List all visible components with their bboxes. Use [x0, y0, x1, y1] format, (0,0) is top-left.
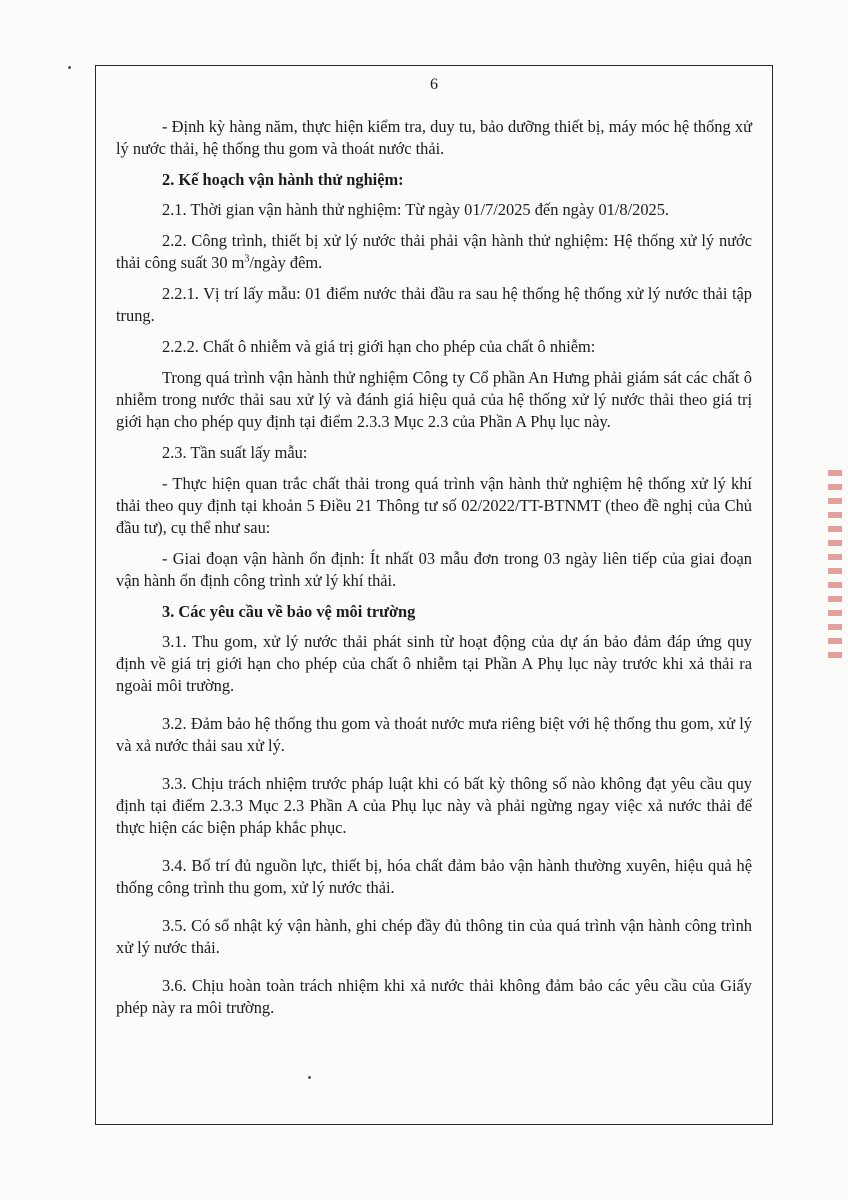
- paragraph-monitoring-obligation: Trong quá trình vận hành thử nghiệm Công ty Cổ phần An Hưng phải giám sát các chất ô nhiễm trong nước thải sau xử lý và đánh giá hiệu quả của hệ thống xử lý nước thải theo giá trị giới hạn cho phép quy định tại điểm 2.3.3 Mục 2.3 của Phần A Phụ lục này.: [116, 368, 752, 431]
- paragraph-sampling-location: 2.2.1. Vị trí lấy mẫu: 01 điểm nước thải đầu ra sau hệ thống hệ thống xử lý nước thải tập trung.: [116, 284, 752, 325]
- heading-environment-requirements: 3. Các yêu cầu về bảo vệ môi trường: [162, 602, 416, 621]
- paragraph-requirement-3-6: 3.6. Chịu hoàn toàn trách nhiệm khi xả nước thải không đảm bảo các yêu cầu của Giấy phép này ra môi trường.: [116, 976, 752, 1017]
- paragraph-stable-phase: - Giai đoạn vận hành ổn định: Ít nhất 03 mẫu đơn trong 03 ngày liên tiếp của giai đoạn vận hành ổn định công trình xử lý khí thải.: [116, 549, 752, 590]
- paragraph-monitoring-regulation: - Thực hiện quan trắc chất thải trong quá trình vận hành thử nghiệm hệ thống xử lý khí thải theo quy định tại khoản 5 Điều 21 Thông tư số 02/2022/TT-BTNMT (theo đề nghị của Chủ đầu tư), cụ thể như sau:: [116, 474, 752, 537]
- paragraph-pollutants-limits: 2.2.2. Chất ô nhiễm và giá trị giới hạn cho phép của chất ô nhiễm:: [162, 337, 596, 356]
- paragraph-maintenance: - Định kỳ hàng năm, thực hiện kiểm tra, duy tu, bảo dưỡng thiết bị, máy móc hệ thống xử lý nước thải, hệ thống thu gom và thoát nước thải.: [116, 117, 752, 158]
- page-border: [95, 65, 773, 1125]
- document-body: [116, 116, 752, 1035]
- paragraph-requirement-3-2: 3.2. Đảm bảo hệ thống thu gom và thoát nước mưa riêng biệt với hệ thống thu gom, xử lý và xả nước thải sau xử lý.: [116, 714, 752, 755]
- margin-stamp-marks: [828, 470, 842, 660]
- paragraph-test-works: 2.2. Công trình, thiết bị xử lý nước thải phải vận hành thử nghiệm: Hệ thống xử lý nước thải công suất 30 $m^3$/ngày đêm.: [116, 231, 752, 272]
- paragraph-sampling-frequency: 2.3. Tần suất lấy mẫu:: [162, 443, 308, 462]
- scan-speck: [308, 1076, 311, 1079]
- scan-speck: [68, 66, 71, 69]
- paragraph-requirement-3-4: 3.4. Bố trí đủ nguồn lực, thiết bị, hóa chất đảm bảo vận hành thường xuyên, hiệu quả hệ thống công trình thu gom, xử lý nước thải.: [116, 856, 752, 897]
- heading-test-operation-plan: 2. Kế hoạch vận hành thử nghiệm:: [162, 170, 404, 189]
- paragraph-test-period: 2.1. Thời gian vận hành thử nghiệm: Từ ngày 01/7/2025 đến ngày 01/8/2025.: [162, 200, 670, 219]
- page-number: 6: [430, 76, 438, 93]
- paragraph-requirement-3-5: 3.5. Có sổ nhật ký vận hành, ghi chép đầy đủ thông tin của quá trình vận hành công trình xử lý nước thải.: [116, 916, 752, 957]
- paragraph-requirement-3-3: 3.3. Chịu trách nhiệm trước pháp luật khi có bất kỳ thông số nào không đạt yêu cầu quy định tại điểm 2.3.3 Mục 2.3 Phần A của Phụ lục này và phải ngừng ngay việc xả nước thải để thực hiện các biện pháp khắc phục.: [116, 774, 752, 837]
- paragraph-requirement-3-1: 3.1. Thu gom, xử lý nước thải phát sinh từ hoạt động của dự án bảo đảm đáp ứng quy định về giá trị giới hạn cho phép của chất ô nhiễm tại Phần A Phụ lục này trước khi xả thải ra ngoài môi trường.: [116, 632, 752, 695]
